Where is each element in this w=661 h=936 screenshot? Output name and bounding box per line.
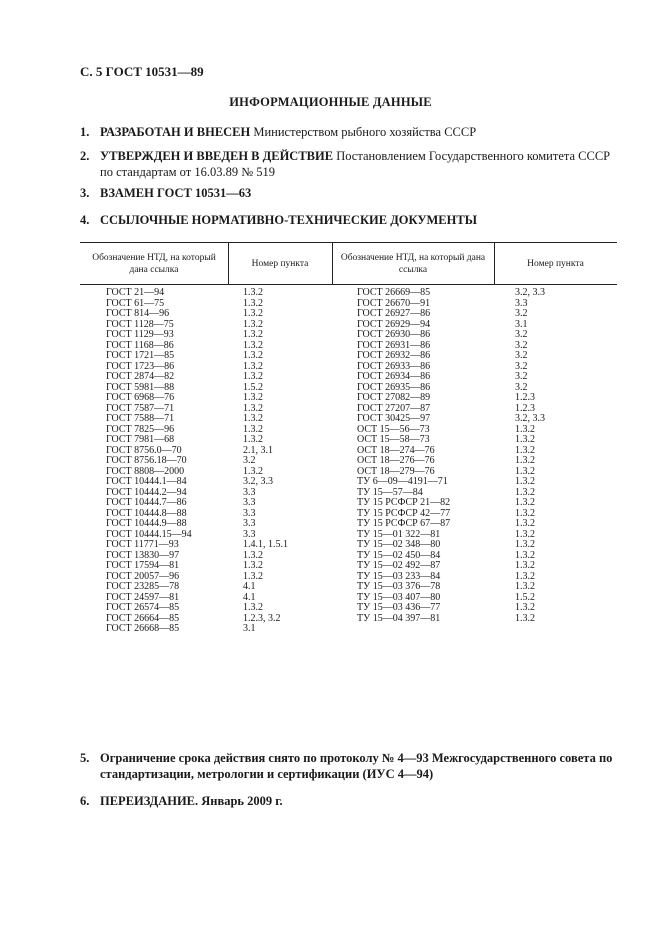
item-number: 4. [80, 213, 90, 227]
table-cell-designation: ГОСТ 1723—86 [106, 360, 175, 372]
table-cell-clause: 1.3.2 [243, 413, 263, 424]
table-cell-designation: ГОСТ 11771—93 [106, 539, 179, 550]
table-cell-clause: 1.3.2 [515, 549, 535, 561]
item-heading: ССЫЛОЧНЫЕ НОРМАТИВНО-ТЕХНИЧЕСКИЕ ДОКУМЕНТЫ [100, 213, 477, 227]
table-cell-designation: ГОСТ 7587—71 [106, 402, 175, 414]
table-cell-designation: ТУ 15—02 492—87 [357, 560, 441, 571]
table-cell-clause: 2.1, 3.1 [243, 444, 273, 456]
table-cell-designation: ГОСТ 26670—91 [357, 297, 431, 309]
table-cell-designation: ГОСТ 24597—81 [106, 591, 180, 603]
table-body [80, 288, 617, 698]
table-cell-clause: 3.2, 3.3 [243, 476, 273, 487]
table-cell-designation: ГОСТ 21—94 [106, 287, 165, 298]
table-cell-designation: ТУ 15 РСФСР 67—87 [357, 518, 451, 529]
item-number: 5. [80, 751, 90, 765]
table-cell-designation: ГОСТ 26935—86 [357, 381, 431, 393]
table-cell-clause: 3.3 [243, 497, 256, 508]
table-cell-clause: 1.3.2 [515, 497, 535, 508]
table-cell-designation: ГОСТ 10444.8—88 [106, 507, 187, 519]
table-cell-clause: 1.3.2 [243, 570, 263, 582]
table-cell-clause: 1.3.2 [515, 423, 535, 435]
clause-column-right [515, 288, 545, 624]
table-cell-designation: ГОСТ 26933—86 [357, 360, 431, 372]
table-cell-clause: 1.3.2 [515, 444, 535, 456]
table-cell-designation: ОСТ 15—56—73 [357, 423, 430, 435]
table-cell-clause: 1.3.2 [243, 297, 263, 309]
table-cell-clause: 1.3.2 [515, 539, 535, 550]
info-item-6 [80, 793, 620, 809]
table-cell-designation: ГОСТ 1168—86 [106, 339, 174, 351]
table-cell-clause: 1.5.2 [243, 381, 263, 393]
table-cell-designation: ТУ 15—01 322—81 [357, 528, 441, 540]
table-cell-designation: ТУ 15—02 348—80 [357, 539, 441, 550]
section-title: ИНФОРМАЦИОННЫЕ ДАННЫЕ [229, 95, 432, 109]
table-cell-clause: 3.1 [515, 318, 528, 330]
table-cell-designation: ГОСТ 1721—85 [106, 350, 175, 361]
table-cell-clause: 3.2 [515, 381, 528, 393]
table-cell-designation: ГОСТ 10444.9—88 [106, 518, 187, 529]
table-cell-clause: 1.3.2 [243, 560, 263, 571]
item-number: 2. [80, 149, 90, 163]
table-cell-designation: ГОСТ 2874—82 [106, 371, 175, 382]
table-cell-clause: 3.2 [515, 360, 528, 372]
table-cell-clause: 4.1 [243, 581, 256, 592]
item-heading: ПЕРЕИЗДАНИЕ. Январь 2009 г. [100, 794, 283, 808]
item-text: Министерством рыбного хозяйства СССР [250, 125, 477, 139]
table-cell-clause: 1.3.2 [515, 570, 535, 582]
table-cell-clause: 1.2.3 [515, 392, 535, 403]
table-cell-clause: 1.3.2 [243, 308, 263, 319]
table-cell-designation: ТУ 15—02 450—84 [357, 549, 441, 561]
table-cell-clause: 1.3.2 [515, 602, 535, 613]
table-cell-clause: 3.2, 3.3 [515, 413, 545, 424]
table-cell-designation: ОСТ 18—274—76 [357, 444, 435, 456]
table-cell-clause: 1.3.2 [243, 549, 263, 561]
table-cell-clause: 3.3 [515, 297, 528, 309]
table-cell-clause: 1.3.2 [243, 360, 263, 372]
table-cell-designation: ГОСТ 27082—89 [357, 392, 431, 403]
table-cell-designation: ТУ 15—03 436—77 [357, 602, 441, 613]
table-cell-clause: 1.3.2 [515, 455, 535, 466]
table-cell-clause: 3.3 [243, 518, 256, 529]
item-heading: УТВЕРЖДЕН И ВВЕДЕН В ДЕЙСТВИЕ [100, 149, 334, 163]
table-cell-clause: 1.3.2 [515, 476, 535, 487]
item-number: 3. [80, 186, 90, 200]
table-cell-designation: ТУ 15 РСФСР 21—82 [357, 497, 451, 508]
table-cell-designation: ГОСТ 1128—75 [106, 318, 174, 330]
designation-column-left [106, 288, 192, 635]
info-item-1 [80, 124, 620, 140]
clause-column-left [243, 288, 288, 635]
table-cell-clause: 1.3.2 [243, 465, 263, 477]
table-cell-designation: ГОСТ 5981—88 [106, 381, 175, 393]
table-cell-designation: ГОСТ 26668—85 [106, 623, 180, 634]
info-item-5 [80, 750, 620, 782]
table-cell-designation: ГОСТ 27207—87 [357, 402, 431, 414]
table-cell-clause: 3.2, 3.3 [515, 287, 545, 298]
table-cell-clause: 1.4.1, 1.5.1 [243, 539, 288, 550]
table-cell-designation: ТУ 15—03 376—78 [357, 581, 441, 592]
table-cell-designation: ГОСТ 6968—76 [106, 392, 175, 403]
table-cell-clause: 1.3.2 [243, 339, 263, 351]
table-cell-designation: ТУ 15 РСФСР 42—77 [357, 507, 451, 519]
table-cell-designation: ГОСТ 26930—86 [357, 329, 431, 340]
table-cell-designation: ГОСТ 26929—94 [357, 318, 431, 330]
table-cell-clause: 1.3.2 [243, 318, 263, 330]
table-cell-clause: 1.3.2 [515, 507, 535, 519]
table-cell-designation: ГОСТ 26932—86 [357, 350, 431, 361]
table-cell-clause: 1.3.2 [243, 434, 263, 445]
table-cell-designation: ГОСТ 10444.2—94 [106, 486, 187, 498]
table-cell-designation: ГОСТ 13830—97 [106, 549, 180, 561]
table-cell-clause: 3.1 [243, 623, 256, 634]
table-cell-clause: 1.5.2 [515, 591, 535, 603]
table-cell-designation: ГОСТ 20057—96 [106, 570, 180, 582]
header-clause-left: Номер пункта [251, 258, 309, 269]
table-cell-clause: 3.2 [243, 455, 256, 466]
table-cell-designation: ГОСТ 814—96 [106, 308, 170, 319]
header-clause-right: Номер пункта [527, 258, 584, 269]
table-cell-clause: 1.3.2 [243, 602, 263, 613]
designation-column-right [357, 288, 450, 624]
table-cell-clause: 1.3.2 [515, 486, 535, 498]
table-cell-designation: ГОСТ 17594—81 [106, 560, 180, 571]
table-cell-clause: 1.3.2 [243, 392, 263, 403]
info-item-3 [80, 185, 620, 201]
table-cell-designation: ТУ 15—03 407—80 [357, 591, 441, 603]
table-cell-clause: 1.3.2 [243, 423, 263, 435]
table-cell-designation: ТУ 15—03 233—84 [357, 570, 441, 582]
table-cell-clause: 3.3 [243, 507, 256, 519]
table-cell-designation: ГОСТ 8756.18—70 [106, 455, 187, 466]
item-text: Постановлением Государственного комитета СССР по стандартам от 16.03.89 № 519 [100, 149, 611, 179]
table-cell-clause: 1.3.2 [243, 287, 263, 298]
table-cell-clause: 1.3.2 [243, 371, 263, 382]
table-cell-designation: ОСТ 15—58—73 [357, 434, 430, 445]
reference-table [80, 242, 617, 698]
item-heading: ВЗАМЕН ГОСТ 10531—63 [100, 186, 252, 200]
table-cell-designation: ГОСТ 8756.0—70 [106, 444, 182, 456]
table-cell-designation: ГОСТ 10444.7—86 [106, 497, 187, 508]
table-cell-clause: 1.2.3, 3.2 [243, 612, 281, 624]
table-cell-clause: 1.3.2 [243, 329, 263, 340]
table-cell-designation: ГОСТ 7981—68 [106, 434, 175, 445]
page-header: С. 5 ГОСТ 10531—89 [80, 64, 204, 79]
table-cell-designation: ГОСТ 8808—2000 [106, 465, 185, 477]
table-cell-clause: 3.2 [515, 339, 528, 351]
table-cell-designation: ТУ 15—04 397—81 [357, 612, 441, 624]
table-header [80, 243, 617, 285]
table-cell-clause: 1.3.2 [515, 612, 535, 624]
item-text: Ограничение срока действия снято по протоколу № 4—93 Межгосударственного совета по стандартизации, метрологии и сертификации (ИУС 4—94) [100, 751, 613, 781]
table-cell-designation: ОСТ 18—279—76 [357, 465, 435, 477]
table-cell-clause: 1.3.2 [515, 518, 535, 529]
header-designation-right: Обозначение НТД, на который дана ссылка [340, 252, 486, 275]
table-cell-designation: ГОСТ 61—75 [106, 297, 165, 309]
table-cell-clause: 1.3.2 [515, 560, 535, 571]
table-cell-designation: ГОСТ 26664—85 [106, 612, 180, 624]
table-cell-clause: 3.2 [515, 329, 528, 340]
table-cell-designation: ГОСТ 10444.15—94 [106, 528, 192, 540]
item-number: 1. [80, 125, 90, 139]
item-heading: РАЗРАБОТАН И ВНЕСЕН [100, 125, 251, 139]
table-cell-clause: 3.3 [243, 486, 256, 498]
table-cell-clause: 1.2.3 [515, 402, 535, 414]
table-cell-designation: ГОСТ 26934—86 [357, 371, 431, 382]
table-cell-clause: 1.3.2 [243, 402, 263, 414]
info-item-4 [80, 212, 620, 228]
table-cell-clause: 3.3 [243, 528, 256, 540]
table-cell-designation: ГОСТ 26931—86 [357, 339, 431, 351]
table-cell-clause: 3.2 [515, 308, 528, 319]
table-cell-designation: ТУ 15—57—84 [357, 486, 423, 498]
table-cell-clause: 1.3.2 [515, 581, 535, 592]
table-cell-designation: ГОСТ 26927—86 [357, 308, 431, 319]
table-cell-clause: 1.3.2 [515, 528, 535, 540]
table-cell-designation: ГОСТ 10444.1—84 [106, 476, 187, 487]
table-cell-clause: 3.2 [515, 350, 528, 361]
table-cell-clause: 1.3.2 [515, 434, 535, 445]
table-cell-designation: ОСТ 18—276—76 [357, 455, 435, 466]
table-cell-designation: ГОСТ 30425—97 [357, 413, 431, 424]
table-cell-designation: ГОСТ 26669—85 [357, 287, 431, 298]
table-cell-designation: ТУ 6—09—4191—71 [357, 476, 448, 487]
item-number: 6. [80, 794, 90, 808]
table-cell-designation: ГОСТ 7825—96 [106, 423, 175, 435]
table-cell-designation: ГОСТ 26574—85 [106, 602, 180, 613]
info-item-2 [80, 148, 620, 180]
table-cell-designation: ГОСТ 7588—71 [106, 413, 175, 424]
header-designation-left: Обозначение НТД, на который дана ссылка [92, 252, 216, 275]
table-cell-clause: 1.3.2 [243, 350, 263, 361]
table-cell-designation: ГОСТ 1129—93 [106, 329, 174, 340]
table-cell-clause: 4.1 [243, 591, 256, 603]
table-cell-designation: ГОСТ 23285—78 [106, 581, 180, 592]
table-cell-clause: 1.3.2 [515, 465, 535, 477]
table-cell-clause: 3.2 [515, 371, 528, 382]
